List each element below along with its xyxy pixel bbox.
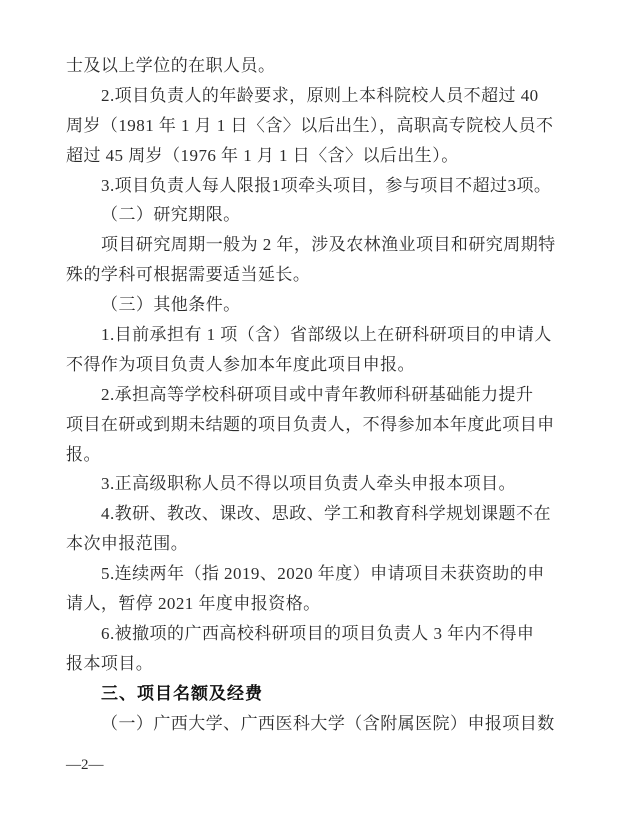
- text-line: （三）其他条件。: [101, 295, 241, 315]
- text-line: 报。: [66, 444, 101, 464]
- text-line: 殊的学科可根据需要适当延长。: [66, 265, 311, 285]
- text-line: 报本项目。: [66, 653, 154, 673]
- page-number: —2—: [66, 757, 104, 773]
- text-line: （二）研究期限。: [101, 205, 241, 225]
- text-line: 5.连续两年（指 2019、2020 年度）申请项目未获资助的申: [101, 564, 545, 584]
- text-line: 不得作为项目负责人参加本年度此项目申报。: [66, 354, 415, 374]
- text-line: 士及以上学位的在职人员。: [66, 56, 276, 75]
- text-line: 本次申报范围。: [66, 534, 189, 554]
- text-line: 项目研究周期一般为 2 年，涉及农林渔业项目和研究周期特: [101, 235, 556, 255]
- text-line: 3.正高级职称人员不得以项目负责人牵头申报本项目。: [101, 474, 516, 494]
- text-line: 请人，暂停 2021 年度申报资格。: [66, 594, 321, 614]
- text-line: 2.项目负责人的年龄要求，原则上本科院校人员不超过 40: [101, 85, 539, 105]
- text-line: 4.教研、教改、课改、思政、学工和教育科学规划课题不在: [101, 504, 551, 524]
- section-heading: 三、项目名额及经费: [101, 683, 263, 703]
- text-line: 6.被撤项的广西高校科研项目的项目负责人 3 年内不得申: [101, 623, 535, 643]
- text-line: 超过 45 周岁（1976 年 1 月 1 日〈含〉以后出生）。: [66, 145, 459, 165]
- text-line: 3.项目负责人每人限报1项牵头项目，参与项目不超过3项。: [101, 175, 552, 195]
- text-line: 周岁（1981 年 1 月 1 日〈含〉以后出生），高职高专院校人员不: [66, 115, 554, 135]
- text-line: 项目在研或到期未结题的项目负责人，不得参加本年度此项目申: [66, 414, 555, 434]
- text-line: 2.承担高等学校科研项目或中青年教师科研基础能力提升: [101, 384, 534, 404]
- text-line: （一）广西大学、广西医科大学（含附属医院）申报项目数: [101, 713, 555, 733]
- document-body: [66, 51, 564, 738]
- text-line: 1.目前承担有 1 项（含）省部级以上在研科研项目的申请人: [101, 325, 552, 345]
